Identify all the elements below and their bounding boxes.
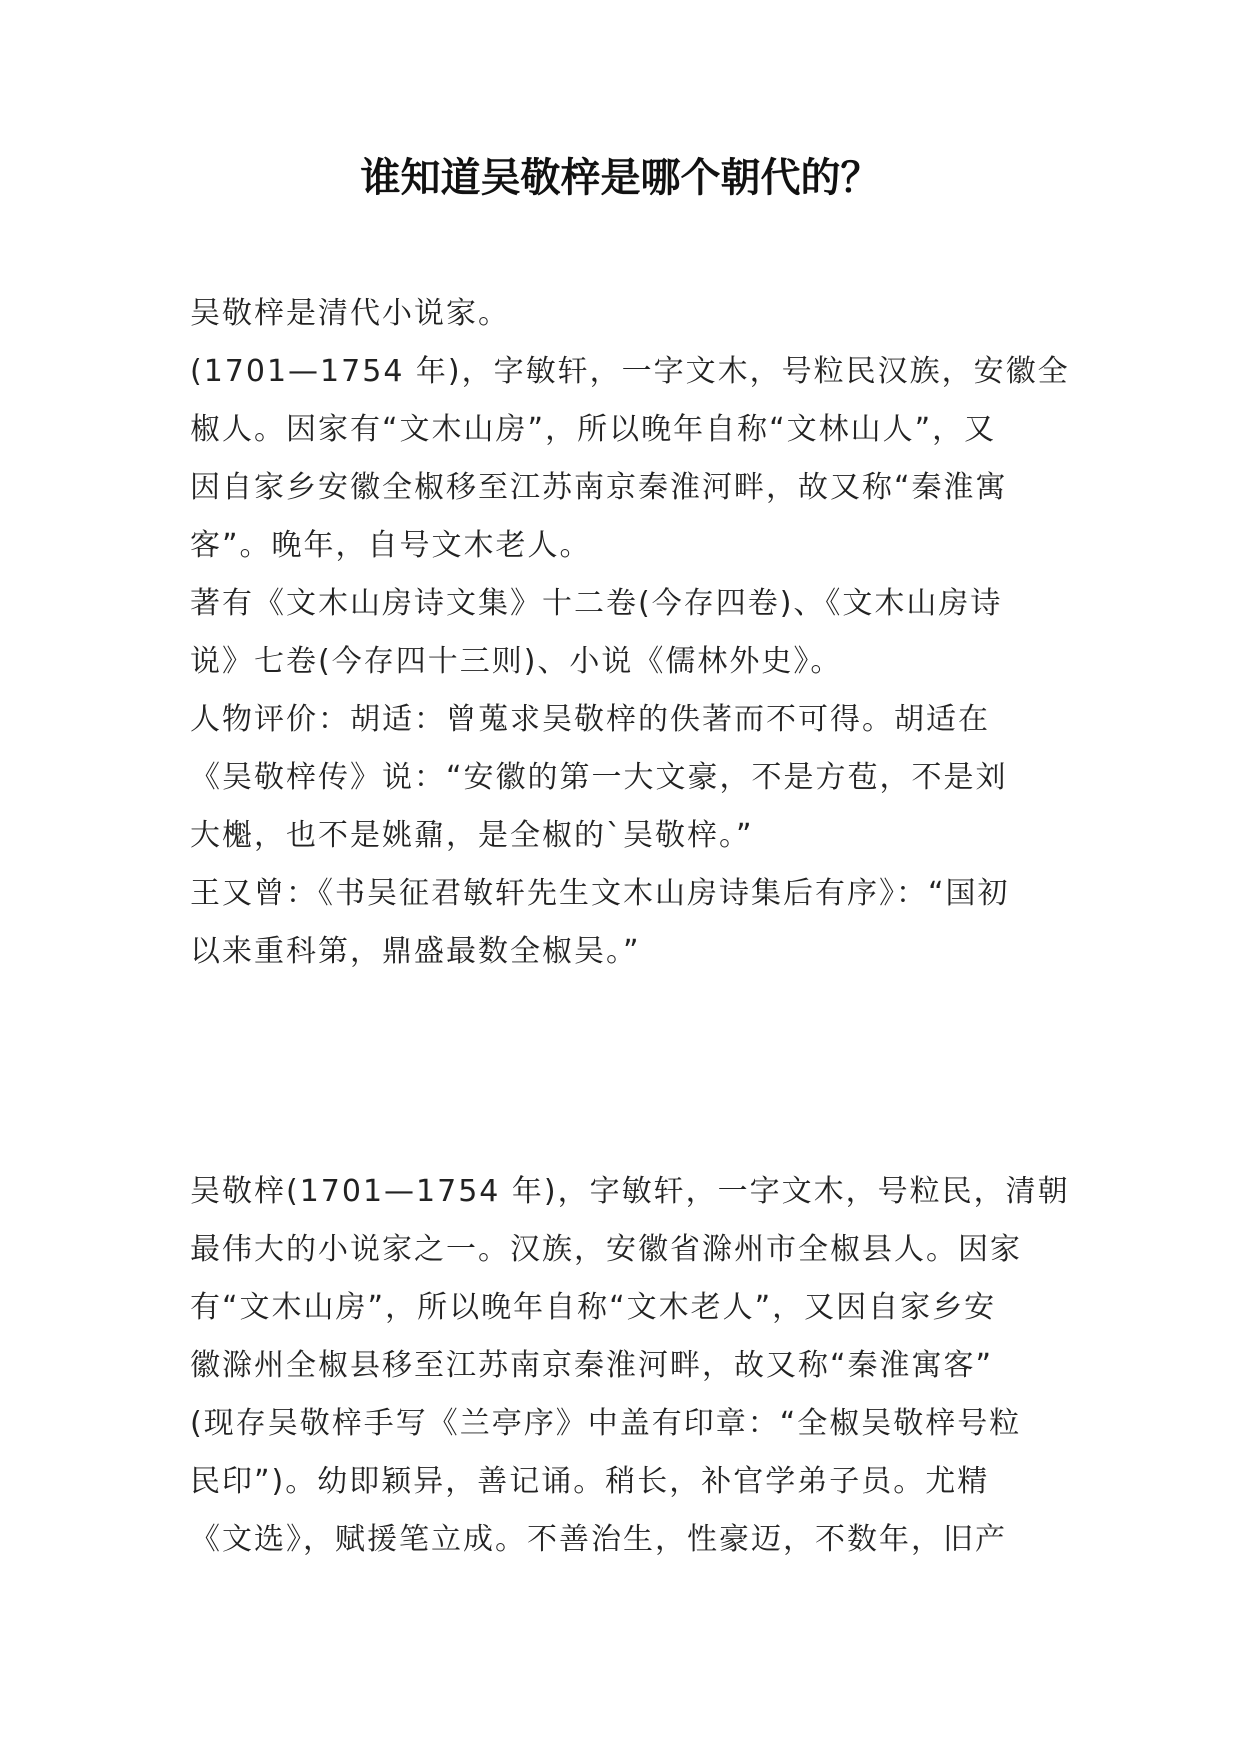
text-line: 客”。晚年，自号文木老人。: [190, 528, 592, 563]
text-line: 《文选》，赋援笔立成。不善治生，性豪迈，不数年，旧产: [190, 1522, 1007, 1557]
text-line: 最伟大的小说家之一。汉族，安徽省滁州市全椒县人。因家: [190, 1232, 1022, 1267]
text-line: 人物评价：胡适：曾蒐求吴敬梓的佚著而不可得。胡适在: [190, 702, 990, 737]
paragraph-works: [190, 575, 1050, 691]
text-line: 民印”)。幼即颖异，善记诵。稍长，补官学弟子员。尤精: [190, 1464, 990, 1499]
text-line: 吴敬梓是清代小说家。: [190, 296, 510, 331]
text-line: (1701—1754 年)，字敏轩，一字文木，号粒民汉族，安徽全: [190, 354, 1070, 389]
text-line: 有“文木山房”，所以晚年自称“文木老人”，又因自家乡安: [190, 1290, 997, 1325]
text-line: 王又曾：《书吴征君敏轩先生文木山房诗集后有序》：“国初: [190, 876, 1010, 911]
text-line: 吴敬梓(1701—1754 年)，字敏轩，一字文木，号粒民，清朝: [190, 1174, 1070, 1209]
paragraph-detailed-biography: [190, 1163, 1070, 1569]
text-line: 椒人。因家有“文木山房”，所以晚年自称“文林山人”，又: [190, 412, 997, 447]
text-line: (现存吴敬梓手写《兰亭序》中盖有印章：“全椒吴敬梓号粒: [190, 1406, 1022, 1441]
body-section-2: [190, 1163, 1070, 1569]
text-line: 大櫆，也不是姚鼐，是全椒的`吴敬梓。”: [190, 818, 754, 853]
paragraph-evaluation: [190, 691, 1050, 865]
text-line: 《吴敬梓传》说：“安徽的第一大文豪，不是方苞，不是刘: [190, 760, 1008, 795]
paragraph-intro: [190, 285, 1050, 343]
text-line: 说》七卷(今存四十三则)、小说《儒林外史》。: [190, 644, 843, 679]
text-line: 著有《文木山房诗文集》十二卷(今存四卷)、《文木山房诗: [190, 586, 1003, 621]
text-line: 以来重科第，鼎盛最数全椒吴。”: [190, 934, 641, 969]
document-title: 谁知道吴敬梓是哪个朝代的？: [360, 154, 881, 201]
body-section-1: [190, 285, 1070, 981]
paragraph-quote: [190, 865, 1050, 981]
text-line: 徽滁州全椒县移至江苏南京秦淮河畔，故又称“秦淮寓客”: [190, 1348, 994, 1383]
paragraph-biography: [190, 343, 1070, 575]
text-line: 因自家乡安徽全椒移至江苏南京秦淮河畔，故又称“秦淮寓: [190, 470, 1008, 505]
